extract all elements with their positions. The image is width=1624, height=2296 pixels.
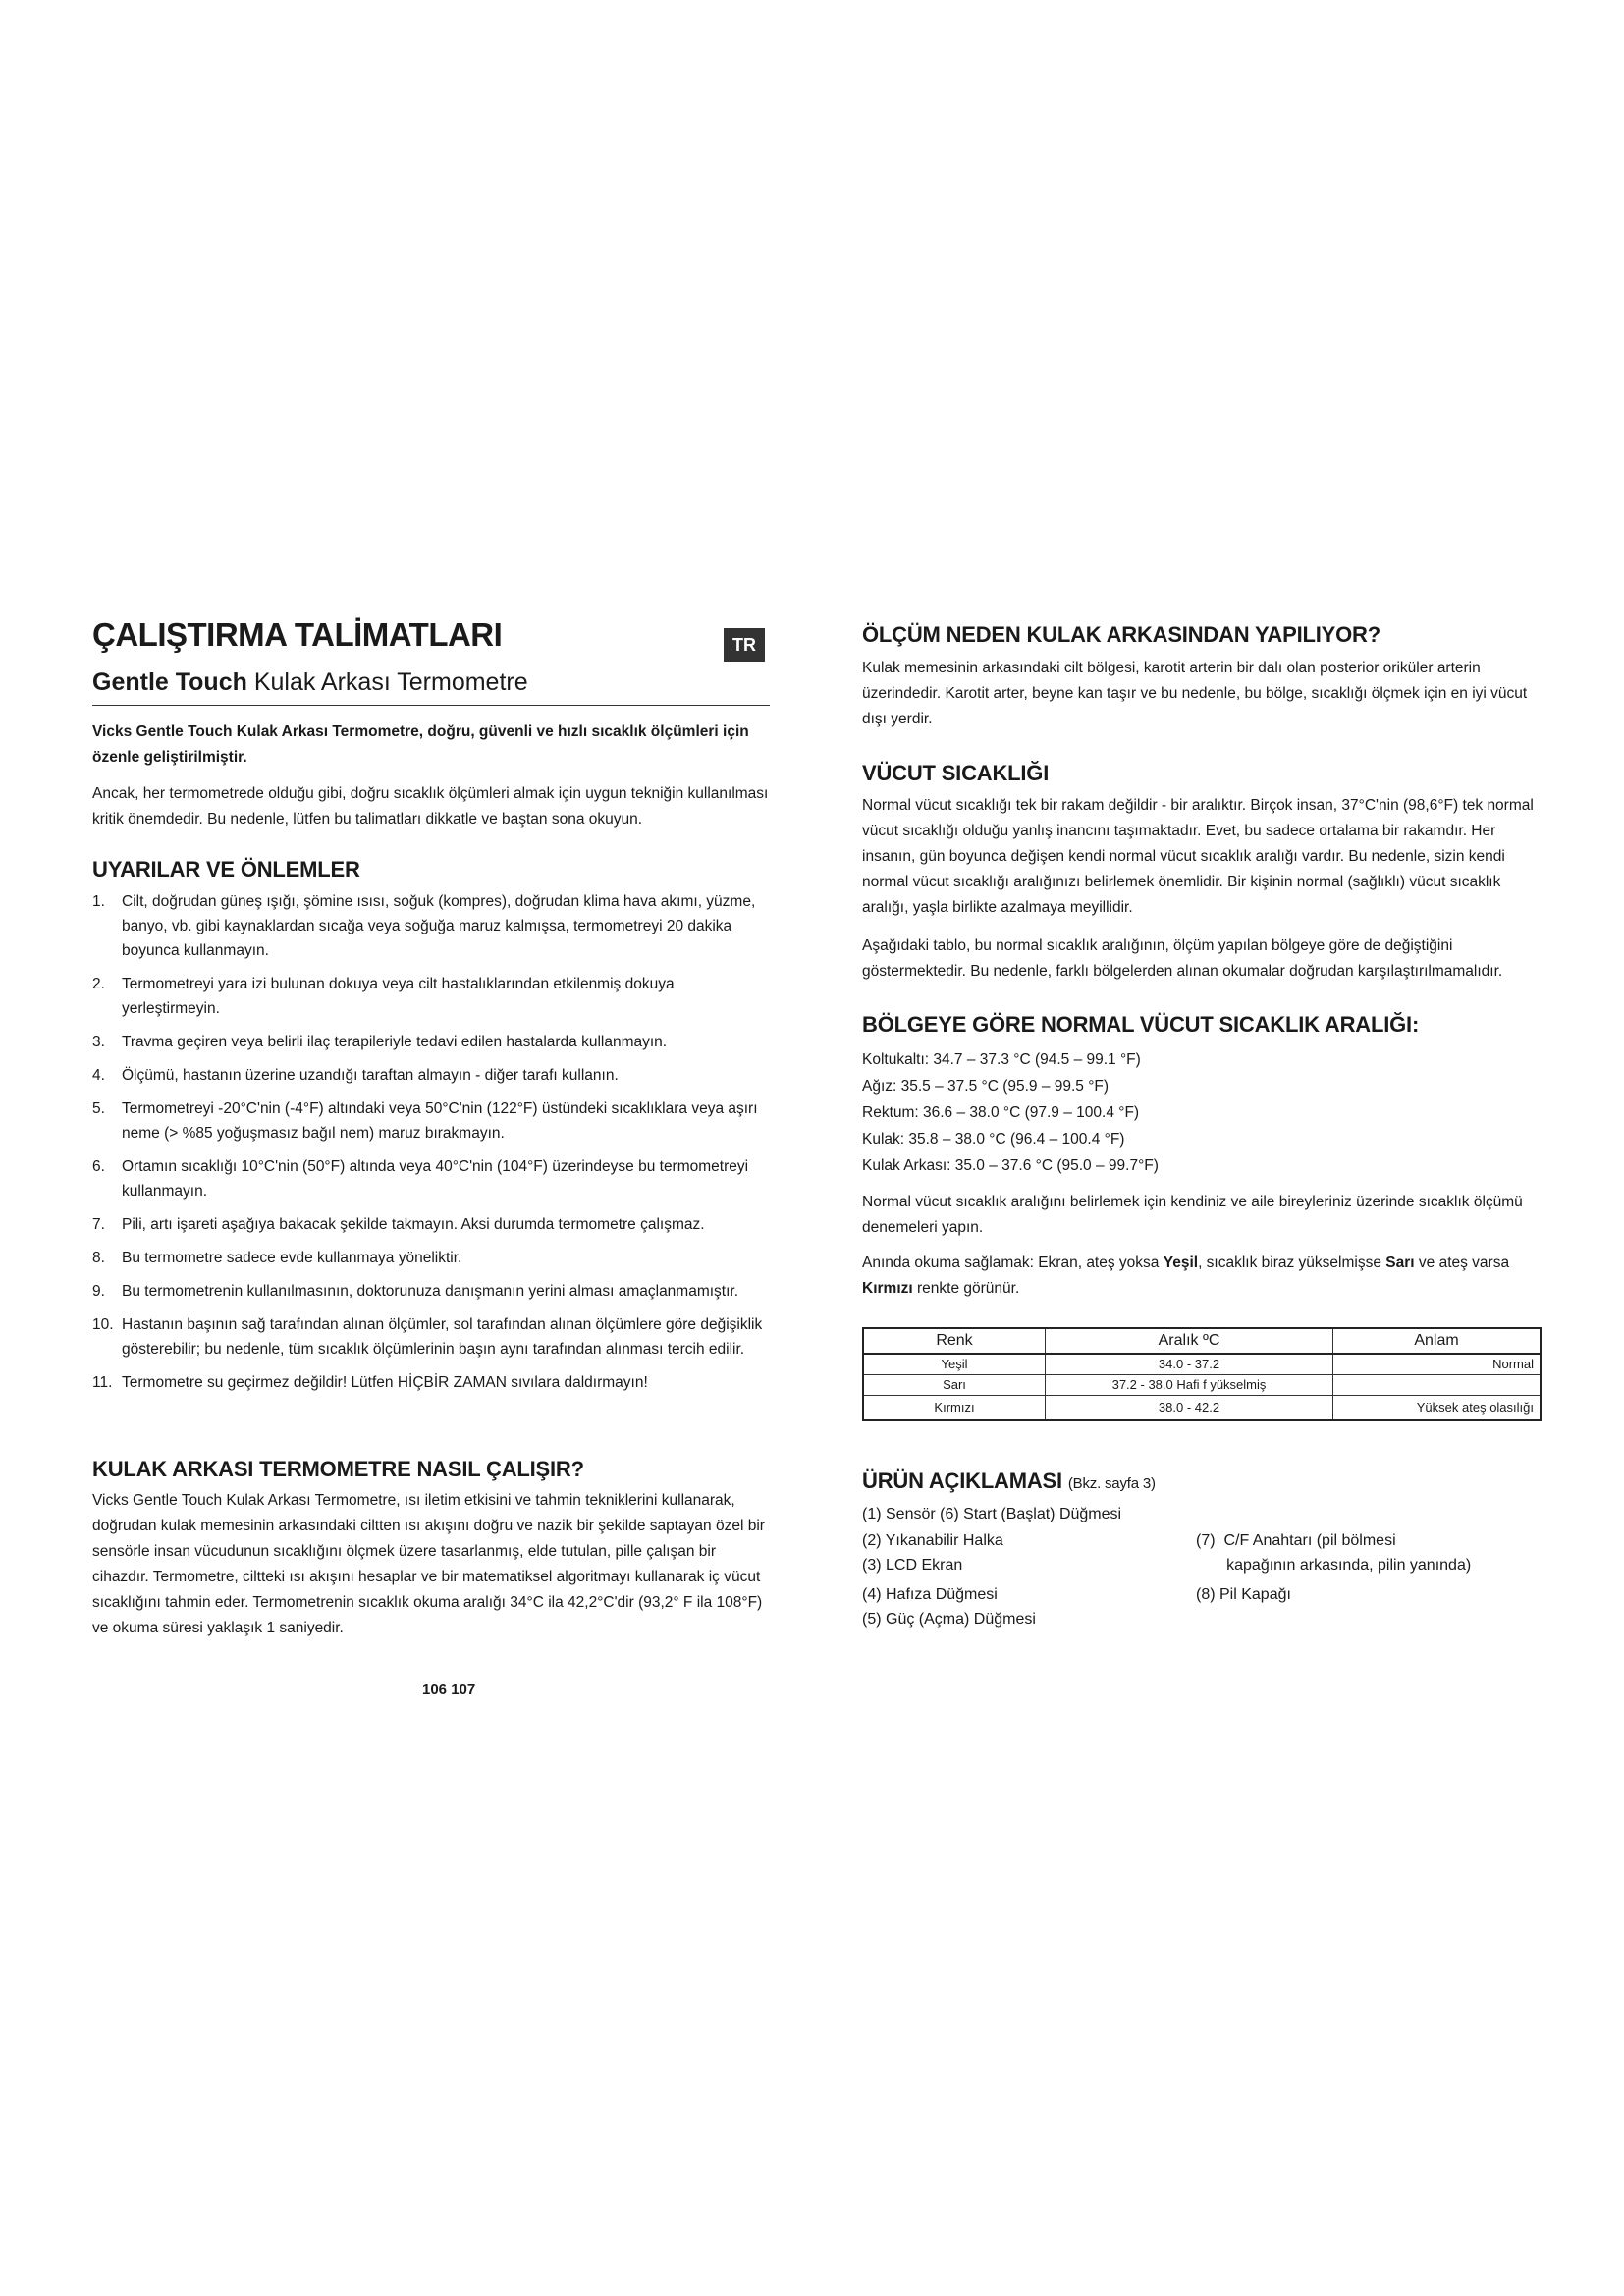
range-item: Kulak: 35.8 – 38.0 °C (96.4 – 100.4 °F)	[862, 1131, 1125, 1148]
part-item: kapağının arkasında, pilin yanında)	[1196, 1557, 1472, 1574]
table-header: Aralık ºC	[1046, 1328, 1333, 1354]
warning-item: 11. Termometre su geçirmez değildir! Lütfen HİÇBİR ZAMAN sıvılara daldırmayın!	[92, 1374, 648, 1391]
table-cell: 37.2 - 38.0 Hafi f yükselmiş	[1046, 1375, 1333, 1396]
warnings-list	[92, 889, 770, 1404]
self-test-text: Normal vücut sıcaklık aralığını belirlemek için kendiniz ve aile bireyleriniz üzerinde sıcaklık ölçümü denemeleri yapın.	[862, 1194, 1523, 1236]
product-heading: ÜRÜN AÇIKLAMASI (Bkz. sayfa 3)	[862, 1468, 1156, 1493]
table-note: Aşağıdaki tablo, bu normal sıcaklık aralığının, ölçüm yapılan bölgeye göre de değiştiğini göstermektedir. Bu nedenle, farklı bölgelerden alınan okumalar doğrudan karşılaştırılmamalıdır.	[862, 937, 1503, 980]
table-header: Renk	[863, 1328, 1046, 1354]
table-header-row	[863, 1328, 1541, 1354]
table-row	[863, 1354, 1541, 1375]
body-heading: VÜCUT SICAKLIĞI	[862, 761, 1050, 785]
color-range-table	[862, 1327, 1542, 1421]
part-item: (5) Güç (Açma) Düğmesi	[862, 1611, 1036, 1628]
table-cell: Yüksek ateş olasılığı	[1333, 1396, 1542, 1421]
warning-item: 8. Bu termometre sadece evde kullanmaya yöneliktir.	[92, 1250, 462, 1266]
how-heading: KULAK ARKASI TERMOMETRE NASIL ÇALIŞIR?	[92, 1457, 584, 1481]
instant-reading-text: Anında okuma sağlamak: Ekran, ateş yoksa Yeşil, sıcaklık biraz yükselmişse Sarı ve ateş varsa Kırmızı renkte görünür.	[862, 1255, 1510, 1297]
part-item: (3) LCD Ekran	[862, 1557, 963, 1574]
table-cell	[1333, 1375, 1542, 1396]
range-heading: BÖLGEYE GÖRE NORMAL VÜCUT SICAKLIK ARALIĞI:	[862, 1012, 1420, 1037]
warning-item: 4. Ölçümü, hastanın üzerine uzandığı taraftan almayın - diğer tarafı kullanın.	[92, 1067, 619, 1084]
body-text: Normal vücut sıcaklığı tek bir rakam değildir - bir aralıktır. Birçok insan, 37°C'nin (98,6°F) tek normal vücut sıcaklığı olduğu yanlış inancını taşımaktadır. Evet, bu sadece ortalama bir rakamdır. Her insanın, gün boyunca değişen kendi normal vücut sıcaklık aralığı vardır. Bu nedenle, sizin kendi normal vücut sıcaklığı aralığınızı belirlemek önemlidir. Bir kişinin normal (sağlıklı) vücut sıcaklık aralığı, yaşla birlikte azalmaya meyillidir.	[862, 797, 1534, 916]
part-item: (7) C/F Anahtarı (pil bölmesi	[1196, 1532, 1396, 1549]
language-badge: TR	[724, 628, 765, 662]
why-heading: ÖLÇÜM NEDEN KULAK ARKASINDAN YAPILIYOR?	[862, 622, 1380, 647]
part-item: (4) Hafıza Düğmesi	[862, 1586, 998, 1603]
why-text: Kulak memesinin arkasındaki cilt bölgesi, karotit arterin bir dalı olan posterior oriküler arterin üzerindedir. Karotit arter, beyne kan taşır ve bu nedenle, bu bölge, sıcaklığı ölçmek için en iyi vücut dışı yerdir.	[862, 660, 1528, 727]
range-item: Koltukaltı: 34.7 – 37.3 °C (94.5 – 99.1 °F)	[862, 1051, 1141, 1068]
table-cell: 34.0 - 37.2	[1046, 1354, 1333, 1375]
range-item: Ağız: 35.5 – 37.5 °C (95.9 – 99.5 °F)	[862, 1078, 1110, 1095]
warning-item: 10. Hastanın başının sağ tarafından alınan ölçümler, sol tarafından alınan ölçümlere göre değişiklik gösterebilir; bu nedenle, tüm sıcaklık ölçümlerinin başın aynı tarafından alınması tercih edilir.	[92, 1316, 763, 1358]
table-cell: Sarı	[863, 1375, 1046, 1396]
ranges-list	[862, 1046, 1159, 1179]
subtitle-rest: Kulak Arkası Termometre	[253, 668, 528, 696]
warning-item: 7. Pili, artı işareti aşağıya bakacak şekilde takmayın. Aksi durumda termometre çalışmaz.	[92, 1216, 705, 1233]
table-cell: Kırmızı	[863, 1396, 1046, 1421]
warning-item: 9. Bu termometrenin kullanılmasının, doktorunuza danışmanın yerini alması amaçlanmamıştır.	[92, 1283, 739, 1300]
table-cell: 38.0 - 42.2	[1046, 1396, 1333, 1421]
warning-item: 2. Termometreyi yara izi bulunan dokuya veya cilt hastalıklarından etkilenmiş dokuya yerleştirmeyin.	[92, 976, 675, 1017]
part-item: (1) Sensör (6) Start (Başlat) Düğmesi	[862, 1506, 1122, 1522]
page-numbers: 106 107	[422, 1682, 476, 1698]
warnings-heading: UYARILAR VE ÖNLEMLER	[92, 857, 360, 881]
page-title: ÇALIŞTIRMA TALİMATLARI	[92, 616, 503, 653]
range-item: Rektum: 36.6 – 38.0 °C (97.9 – 100.4 °F)	[862, 1104, 1140, 1121]
table-cell: Normal	[1333, 1354, 1542, 1375]
title-divider	[92, 705, 770, 706]
warning-item: 5. Termometreyi -20°C'nin (-4°F) altındaki veya 50°C'nin (122°F) üstündeki sıcaklıklara veya aşırı neme (> %85 yoğuşmasız bağıl nem) maruz bırakmayın.	[92, 1100, 758, 1142]
subtitle	[92, 667, 528, 697]
table-row	[863, 1396, 1541, 1421]
intro-bold: Vicks Gentle Touch Kulak Arkası Termometre, doğru, güvenli ve hızlı sıcaklık ölçümleri için özenle geliştirilmiştir.	[92, 723, 749, 766]
warning-item: 6. Ortamın sıcaklığı 10°C'nin (50°F) altında veya 40°C'nin (104°F) üzerindeyse bu termometreyi kullanmayın.	[92, 1158, 749, 1200]
warning-item: 1. Cilt, doğrudan güneş ışığı, şömine ısısı, soğuk (kompres), doğrudan klima hava akımı, yüzme, banyo, vb. gibi kaynaklardan sıcağa veya soğuğa maruz kalmışsa, termometreyi 20 dakika boyunca kullanmayın.	[92, 893, 756, 959]
warning-item: 3. Travma geçiren veya belirli ilaç terapileriyle tedavi edilen hastalarda kullanmayın.	[92, 1034, 668, 1050]
table-row	[863, 1375, 1541, 1396]
range-item: Kulak Arkası: 35.0 – 37.6 °C (95.0 – 99.7°F)	[862, 1157, 1159, 1174]
product-page-ref: (Bkz. sayfa 3)	[1067, 1475, 1156, 1492]
intro-text: Ancak, her termometrede olduğu gibi, doğru sıcaklık ölçümleri almak için uygun tekniğin kullanılması kritik önemdedir. Bu nedenle, lütfen bu talimatları dikkatle ve baştan sona okuyun.	[92, 785, 769, 828]
part-item: (2) Yıkanabilir Halka	[862, 1532, 1003, 1549]
part-item: (8) Pil Kapağı	[1196, 1586, 1291, 1603]
subtitle-brand: Gentle Touch	[92, 668, 247, 696]
how-text: Vicks Gentle Touch Kulak Arkası Termometre, ısı iletim etkisini ve tahmin tekniklerini kullanarak, doğrudan kulak memesinin arkasındaki ciltten ısı akışını doğru ve nazik bir şekilde saptayan özel bir sensörle insan vücudunun sıcaklığını ölçmek üzere tasarlanmış, elde tutulan, pille çalışan bir cihazdır. Termometre, ciltteki ısı akışını hesaplar ve bir matematiksel algoritmayı kullanarak iç vücut sıcaklığını tahmin eder. Termometrenin sıcaklık okuma aralığı 34°C ila 42,2°C'dir (93,2° F ila 108°F) ve okuma süresi yaklaşık 1 saniyedir.	[92, 1492, 765, 1636]
table-cell: Yeşil	[863, 1354, 1046, 1375]
table-header: Anlam	[1333, 1328, 1542, 1354]
